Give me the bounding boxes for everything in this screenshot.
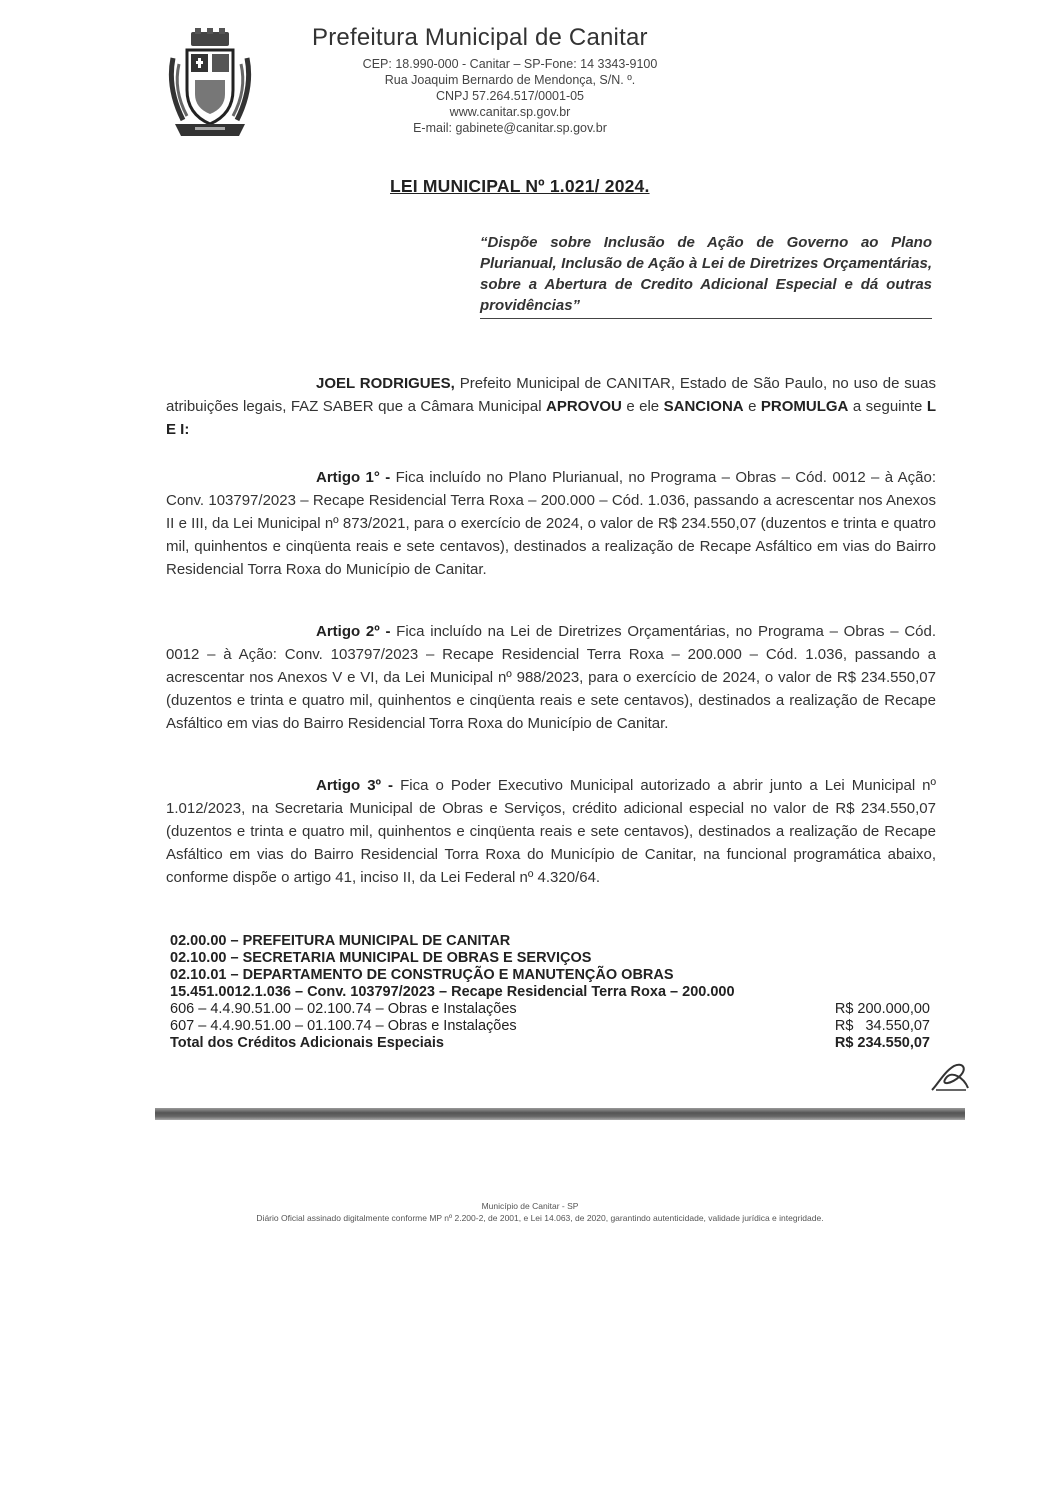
article-2-text: Fica incluído na Lei de Diretrizes Orçamentárias, no Programa – Obras – Cód. 0012 – à Ação: Conv. 103797/2023 – Recape Residencial Terra Roxa – 200.000 – Cód. 1.036, passando a acrescentar nos Anexos V e VI, da Lei Municipal nº 988/2023, para o exercício de 2024, o valor de R$ 234.550,07 (duzentos e trinta e quatro mil, quinhentos e cinqüenta reais e sete centavos), destinados a realização de Recape Asfáltico em vias do Bairro Residencial Torra Roxa do Município de Canitar. xyxy=(166,623,936,732)
budget-row xyxy=(170,1018,940,1035)
article-1-text: Fica incluído no Plano Plurianual, no Programa – Obras – Cód. 0012 – à Ação: Conv. 103797/2023 – Recape Residencial Terra Roxa – 200.000 – Cód. 1.036, passando a acrescentar nos Anexos II e III, da Lei Municipal nº 873/2021, para o exercício de 2024, o valor de R$ 234.550,07 (duzentos e trinta e quatro mil, quinhentos e cinqüenta reais e sete centavos), destinados a realização de Recape Asfáltico em vias do Bairro Residencial Torra Roxa do Município de Canitar. xyxy=(166,469,936,578)
budget-allocation-block xyxy=(170,933,940,1052)
budget-org-2: 02.10.00 – SECRETARIA MUNICIPAL DE OBRAS E SERVIÇOS xyxy=(170,950,592,966)
footer-note: Diário Oficial assinado digitalmente conforme MP nº 2.200-2, de 2001, e Lei 14.063, de 2020, garantindo autenticidade, validade jurídica e integridade. xyxy=(256,1213,824,1223)
budget-row-amount: R$ 200.000,00 xyxy=(834,1001,930,1017)
article-1-label: Artigo 1° - xyxy=(316,469,391,486)
footer-municipality: Município de Canitar - SP xyxy=(481,1201,579,1211)
law-ementa: “Dispõe sobre Inclusão de Ação de Governo ao Plano Plurianual, Inclusão de Ação à Lei de Diretrizes Orçamentárias, sobre a Abertura de Credito Adicional Especial e dá outras providências” xyxy=(480,232,932,319)
budget-row-amount: R$ 34.550,07 xyxy=(834,1018,930,1034)
header-contact-block xyxy=(300,56,720,136)
budget-row-desc: 606 – 4.4.90.51.00 – 02.100.74 – Obras e Instalações xyxy=(170,1001,517,1017)
header-address: Rua Joaquim Bernardo de Mendonça, S/N. º. xyxy=(384,73,636,87)
mayor-name: JOEL RODRIGUES, xyxy=(316,375,455,392)
budget-total-row xyxy=(170,1035,940,1052)
header-title: Prefeitura Municipal de Canitar xyxy=(312,24,648,51)
intro-approved: APROVOU xyxy=(546,398,622,415)
article-3 xyxy=(166,774,936,889)
header-cnpj: CNPJ 57.264.517/0001-05 xyxy=(435,89,585,103)
intro-sanciona: SANCIONA xyxy=(663,398,744,415)
budget-org-1: 02.00.00 – PREFEITURA MUNICIPAL DE CANITAR xyxy=(170,933,511,949)
signature-rubric-icon xyxy=(928,1060,972,1094)
municipal-coat-of-arms-icon xyxy=(165,28,255,140)
intro-lei: L E I: xyxy=(166,398,936,438)
article-1 xyxy=(166,466,936,581)
intro-text-4: a seguinte xyxy=(848,398,927,415)
budget-program: 15.451.0012.1.036 – Conv. 103797/2023 – Recape Residencial Terra Roxa – 200.000 xyxy=(170,984,735,1000)
article-3-label: Artigo 3º - xyxy=(316,777,394,794)
intro-promulga: PROMULGA xyxy=(760,398,849,415)
intro-paragraph xyxy=(166,372,936,441)
article-2-label: Artigo 2º - xyxy=(316,623,391,640)
budget-row-desc: 607 – 4.4.90.51.00 – 01.100.74 – Obras e Instalações xyxy=(170,1018,517,1034)
article-3-text: Fica o Poder Executivo Municipal autorizado a abrir junto a Lei Municipal nº 1.012/2023, na Secretaria Municipal de Obras e Serviços, crédito adicional especial no valor de R$ 234.550,07 (duzentos e trinta e quatro mil, quinhentos e cinqüenta reais e sete centavos), destinados a realização de Recape Asfáltico em vias do Bairro Residencial Torra Roxa do Município de Canitar, na funcional programática abaixo, conforme dispõe o artigo 41, inciso II, da Lei Federal nº 4.320/64. xyxy=(166,777,937,886)
header-cep-line: CEP: 18.990-000 - Canitar – SP-Fone: 14 3343-9100 xyxy=(362,57,658,71)
intro-text-3: e xyxy=(743,398,761,415)
intro-text-1: Prefeito Municipal de CANITAR, Estado de São Paulo, no uso de suas atribuições legais, FAZ SABER que a Câmara Municipal xyxy=(166,375,936,415)
budget-row xyxy=(170,1001,940,1018)
budget-total-amount: R$ 234.550,07 xyxy=(834,1035,930,1051)
footer-separator xyxy=(155,1108,965,1120)
budget-org-3: 02.10.01 – DEPARTAMENTO DE CONSTRUÇÃO E MANUTENÇÃO OBRAS xyxy=(170,967,674,983)
law-title: LEI MUNICIPAL Nº 1.021/ 2024. xyxy=(390,176,650,196)
article-2 xyxy=(166,620,936,735)
header-website: www.canitar.sp.gov.br xyxy=(449,105,571,119)
intro-text-2: e ele xyxy=(621,398,664,415)
header-email: E-mail: gabinete@canitar.sp.gov.br xyxy=(413,121,607,135)
budget-total-label: Total dos Créditos Adicionais Especiais xyxy=(170,1035,444,1051)
